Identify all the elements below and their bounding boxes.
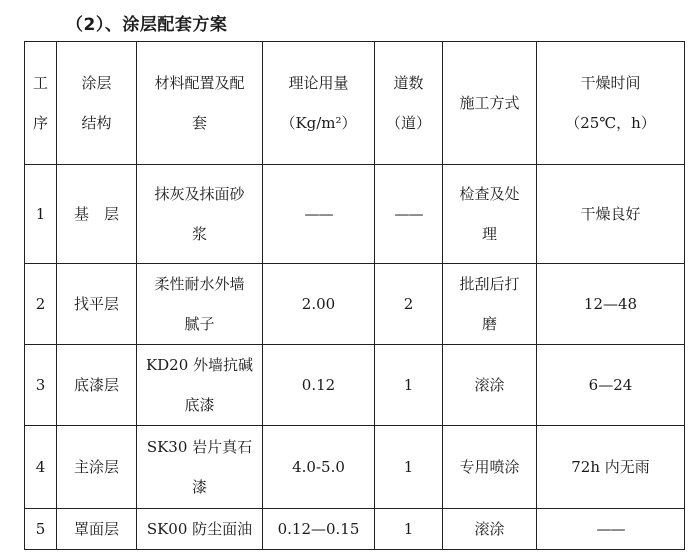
- table-row: [25, 345, 685, 426]
- table-row: [25, 426, 685, 509]
- cell-coats: ——: [375, 165, 443, 264]
- header-cell-coats: 道数 （道）: [375, 42, 443, 165]
- cell-material: 抹灰及抹面砂 浆: [137, 165, 263, 264]
- cell-method: 专用喷涂: [443, 426, 537, 509]
- cell-method: 批刮后打 磨: [443, 264, 537, 345]
- cell-step: 3: [25, 345, 57, 426]
- cell-coats: 1: [375, 426, 443, 509]
- cell-amount: 4.0-5.0: [263, 426, 375, 509]
- cell-coats: 1: [375, 345, 443, 426]
- cell-material: SK30 岩片真石 漆: [137, 426, 263, 509]
- cell-dry-time: 干燥良好: [537, 165, 685, 264]
- table-row: [25, 165, 685, 264]
- cell-dry-time: ——: [537, 509, 685, 550]
- header-cell-method: 施工方式: [443, 42, 537, 165]
- header-cell-step: 工 序: [25, 42, 57, 165]
- cell-amount: 0.12—0.15: [263, 509, 375, 550]
- cell-coats: 2: [375, 264, 443, 345]
- cell-step: 5: [25, 509, 57, 550]
- cell-method: 滚涂: [443, 345, 537, 426]
- header-cell-dry-time: 干燥时间 （25℃，h）: [537, 42, 685, 165]
- cell-dry-time: 12—48: [537, 264, 685, 345]
- header-cell-material: 材料配置及配 套: [137, 42, 263, 165]
- cell-amount: ——: [263, 165, 375, 264]
- coating-scheme-table: [24, 41, 685, 550]
- cell-layer: 找平层: [57, 264, 137, 345]
- section-heading: （2）、涂层配套方案: [66, 15, 228, 35]
- header-cell-layer: 涂层 结构: [57, 42, 137, 165]
- table-header-row: [25, 42, 685, 165]
- cell-step: 4: [25, 426, 57, 509]
- cell-method: 滚涂: [443, 509, 537, 550]
- table-row: [25, 264, 685, 345]
- cell-material: SK00 防尘面油: [137, 509, 263, 550]
- cell-layer: 主涂层: [57, 426, 137, 509]
- cell-method: 检查及处 理: [443, 165, 537, 264]
- cell-coats: 1: [375, 509, 443, 550]
- cell-layer: 罩面层: [57, 509, 137, 550]
- cell-step: 1: [25, 165, 57, 264]
- cell-material: KD20 外墙抗碱 底漆: [137, 345, 263, 426]
- cell-layer: 基 层: [57, 165, 137, 264]
- cell-dry-time: 6—24: [537, 345, 685, 426]
- header-cell-amount: 理论用量 （Kg/m²）: [263, 42, 375, 165]
- cell-layer: 底漆层: [57, 345, 137, 426]
- cell-dry-time: 72h 内无雨: [537, 426, 685, 509]
- cell-amount: 0.12: [263, 345, 375, 426]
- cell-material: 柔性耐水外墙 腻子: [137, 264, 263, 345]
- cell-step: 2: [25, 264, 57, 345]
- cell-amount: 2.00: [263, 264, 375, 345]
- table-row: [25, 509, 685, 550]
